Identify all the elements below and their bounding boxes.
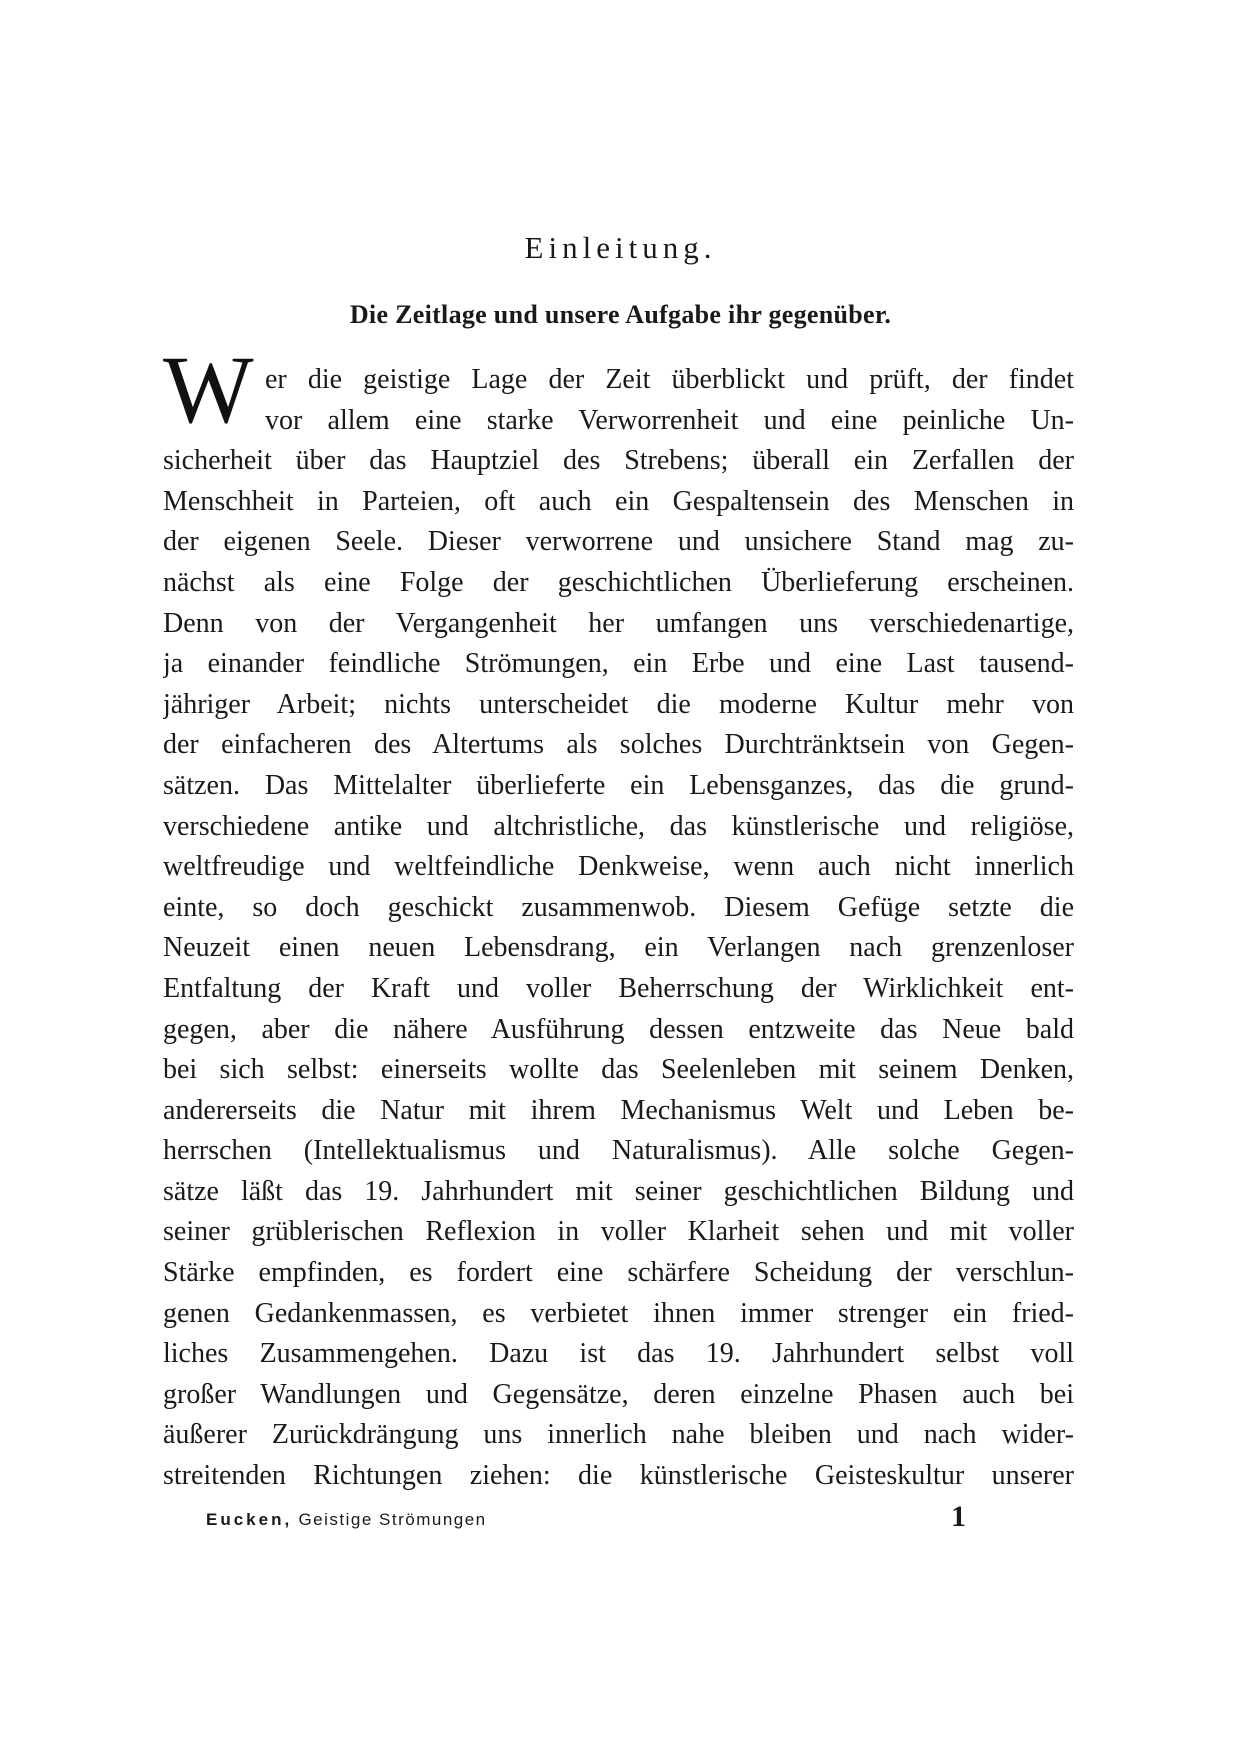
text-line: der einfacheren des Altertums als solches Durchtränktsein von Gegen- <box>163 729 1074 761</box>
text-line: einte, so doch geschickt zusammenwob. Diesem Gefüge setzte die <box>163 891 1074 923</box>
text-line: liches Zusammengehen. Dazu ist das 19. Jahrhundert selbst voll <box>163 1338 1074 1370</box>
text-line: sicherheit über das Hauptziel des Strebens; überall ein Zerfallen der <box>163 445 1074 477</box>
text-line: nächst als eine Folge der geschichtlichen Überlieferung erscheinen. <box>163 566 1074 598</box>
text-line: Stärke empfinden, es fordert eine schärfere Scheidung der verschlun- <box>163 1257 1074 1289</box>
text-line: herrschen (Intellektualismus und Naturalismus). Alle solche Gegen- <box>163 1135 1074 1167</box>
chapter-subheading: Die Zeitlage und unsere Aufgabe ihr gegenüber. <box>349 300 892 329</box>
page-number: 1 <box>951 1500 966 1533</box>
text-line: streitenden Richtungen ziehen: die künstlerische Geisteskultur unserer <box>163 1460 1074 1492</box>
text-line: gegen, aber die nähere Ausführung dessen entzweite das Neue bald <box>163 1013 1074 1045</box>
text-line: Menschheit in Parteien, oft auch ein Gespaltensein des Menschen in <box>163 485 1074 517</box>
text-line: seiner grüblerischen Reflexion in voller Klarheit sehen und mit voller <box>163 1216 1074 1248</box>
footer-author: Eucken, <box>206 1510 293 1529</box>
text-line: sätzen. Das Mittelalter überlieferte ein Lebensganzes, das die grund- <box>163 769 1074 801</box>
text-line: sätze läßt das 19. Jahrhundert mit seiner geschichtlichen Bildung und <box>163 1175 1074 1207</box>
text-line: Entfaltung der Kraft und voller Beherrschung der Wirklichkeit ent- <box>163 972 1074 1004</box>
drop-cap-initial: W <box>163 336 254 443</box>
text-line: er die geistige Lage der Zeit überblickt und prüft, der findet <box>265 364 1074 395</box>
text-line: weltfreudige und weltfeindliche Denkweise, wenn auch nicht innerlich <box>163 851 1074 883</box>
text-line: ja einander feindliche Strömungen, ein Erbe und eine Last tausend- <box>163 648 1074 680</box>
body-paragraph <box>163 360 1074 1497</box>
text-line: verschiedene antike und altchristliche, das künstlerische und religiöse, <box>163 810 1074 842</box>
text-line: vor allem eine starke Verworrenheit und eine peinliche Un- <box>265 404 1074 436</box>
text-line: bei sich selbst: einerseits wollte das Seelenleben mit seinem Denken, <box>163 1054 1074 1086</box>
text-line: Neuzeit einen neuen Lebensdrang, ein Verlangen nach grenzenloser <box>163 932 1074 964</box>
text-line: der eigenen Seele. Dieser verworrene und unsichere Stand mag zu- <box>163 526 1074 558</box>
text-line: äußerer Zurückdrängung uns innerlich nahe bleiben und nach wider- <box>163 1419 1074 1451</box>
text-line: Denn von der Vergangenheit her umfangen uns verschiedenartige, <box>163 607 1074 639</box>
chapter-heading: Einleitung. <box>524 230 717 265</box>
text-line: großer Wandlungen und Gegensätze, deren einzelne Phasen auch bei <box>163 1378 1074 1410</box>
footer-book-title: Geistige Strömungen <box>298 1510 487 1529</box>
running-footer <box>206 1508 487 1532</box>
text-line: genen Gedankenmassen, es verbietet ihnen immer strenger ein fried- <box>163 1297 1074 1329</box>
text-line: jähriger Arbeit; nichts unterscheidet die moderne Kultur mehr von <box>163 688 1074 720</box>
text-line: andererseits die Natur mit ihrem Mechanismus Welt und Leben be- <box>163 1094 1074 1126</box>
